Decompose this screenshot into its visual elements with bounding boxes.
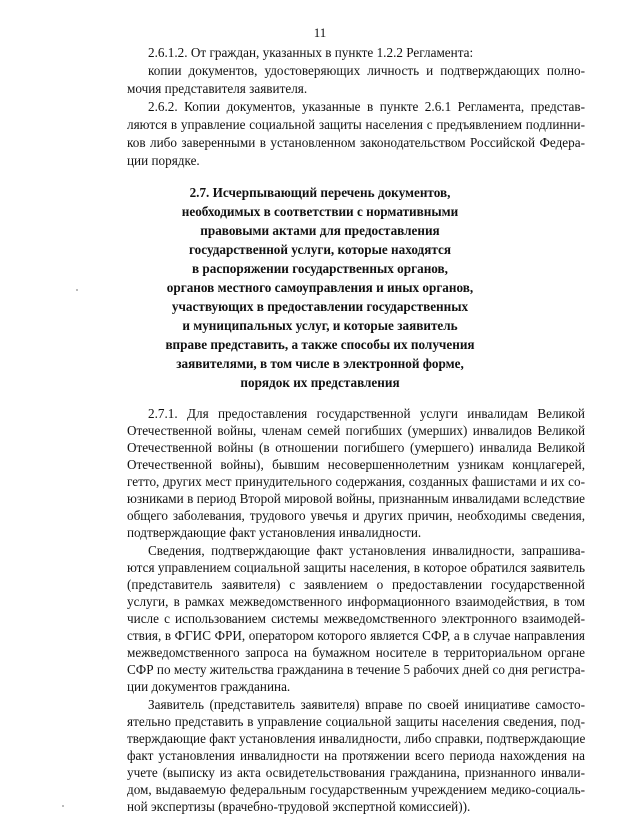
scan-speck bbox=[62, 805, 64, 807]
text-line: мочия представителя заявителя. bbox=[127, 81, 308, 96]
text-line: 2.6.1.2. От граждан, указанных в пункте 1.2.2 Регламента: bbox=[148, 45, 474, 60]
text-line: межведомственного запроса на бумажном носителе в территориальном органе bbox=[127, 645, 585, 660]
text-line: ляются в управление социальной защиты населения с предъявлением подлинни- bbox=[127, 117, 585, 132]
section-heading-line: необходимых в соответствии с нормативными bbox=[181, 204, 459, 219]
text-line: Отечественной войны (в отношении погибшего (умершего) инвалида Великой bbox=[127, 440, 585, 455]
text-line: услуги, в рамках межведомственного информационного взаимодействия, в том bbox=[127, 594, 585, 609]
text-line: ков либо заверенными в установленном законодательством Российской Федера- bbox=[127, 135, 585, 150]
text-line: учете (выписку из акта освидетельствования гражданина, признанного инвали- bbox=[127, 765, 585, 780]
text-line: ции порядке. bbox=[127, 153, 200, 168]
text-line: юзниками в период Второй мировой войны, признанным инвалидами вследствие bbox=[127, 491, 585, 506]
section-heading-line: органов местного самоуправления и иных органов, bbox=[166, 280, 474, 295]
text-line: Сведения, подтверждающие факт установления инвалидности, запрашива- bbox=[148, 543, 585, 558]
page-number: 11 bbox=[313, 25, 327, 40]
section-heading-line: участвующих в предоставлении государственных bbox=[171, 299, 469, 314]
text-line: ной экспертизы (врачебно-трудовой экспертной комиссией)). bbox=[127, 799, 471, 814]
text-line: гетто, других мест принудительного содержания, созданных фашистами и их со- bbox=[127, 474, 585, 489]
section-heading-line: правовыми актами для предоставления bbox=[200, 223, 440, 238]
text-line: ются управлением социальной защиты населения, в которое обратился заявитель bbox=[127, 560, 585, 575]
text-line: Отечественной войны, членам семей погибших (умерших) инвалидов Великой bbox=[127, 423, 585, 438]
text-line: Заявитель (представитель заявителя) вправе по своей инициативе самосто- bbox=[148, 697, 585, 712]
text-line: общего заболевания, трудового увечья и других причин, необходимы сведения, bbox=[127, 508, 585, 523]
text-line: копии документов, удостоверяющих личность и подтверждающих полно- bbox=[148, 63, 585, 78]
text-line: дом, выдаваемую федеральным государственным учреждением медико-социаль- bbox=[127, 782, 585, 797]
text-line: Отечественной войны), бывшим несовершеннолетним узникам концлагерей, bbox=[127, 457, 585, 472]
text-line: подтверждающие факт установления инвалидности. bbox=[127, 525, 422, 540]
text-line: ствия, в ФГИС ФРИ, оператором которого является СФР, а в случае направления bbox=[127, 628, 585, 643]
text-line: числе с использованием системы межведомственного электронного взаимодей- bbox=[127, 611, 585, 626]
text-line: тверждающие факт установления инвалидности, либо справки, подтверждающие bbox=[127, 731, 586, 746]
section-heading-line: заявителями, в том числе в электронной форме, bbox=[176, 356, 464, 371]
section-heading-line: государственной услуги, которые находятся bbox=[189, 242, 451, 257]
scan-speck bbox=[76, 289, 78, 291]
text-line: СФР по месту жительства гражданина в течение 5 рабочих дней со дня регистра- bbox=[127, 662, 585, 677]
section-heading-line: в распоряжении государственных органов, bbox=[192, 261, 448, 276]
text-line: 2.6.2. Копии документов, указанные в пункте 2.6.1 Регламента, представ- bbox=[148, 99, 585, 114]
text-line: (представитель заявителя) с заявлением о предоставлении государственной bbox=[127, 577, 585, 592]
section-heading-line: 2.7. Исчерпывающий перечень документов, bbox=[189, 185, 451, 200]
text-line: ятельно представить в управление социальной защиты населения сведения, под- bbox=[127, 714, 585, 729]
section-heading-line: порядок их представления bbox=[240, 375, 400, 390]
text-line: ции документов гражданина. bbox=[127, 679, 291, 694]
text-line: 2.7.1. Для предоставления государственной услуги инвалидам Великой bbox=[148, 406, 585, 421]
text-line: факт установления инвалидности на протяжении всего периода нахождения на bbox=[127, 748, 585, 763]
section-heading-line: и муниципальных услуг, и которые заявитель bbox=[182, 318, 458, 333]
section-heading-line: вправе представить, а также способы их получения bbox=[165, 337, 475, 352]
